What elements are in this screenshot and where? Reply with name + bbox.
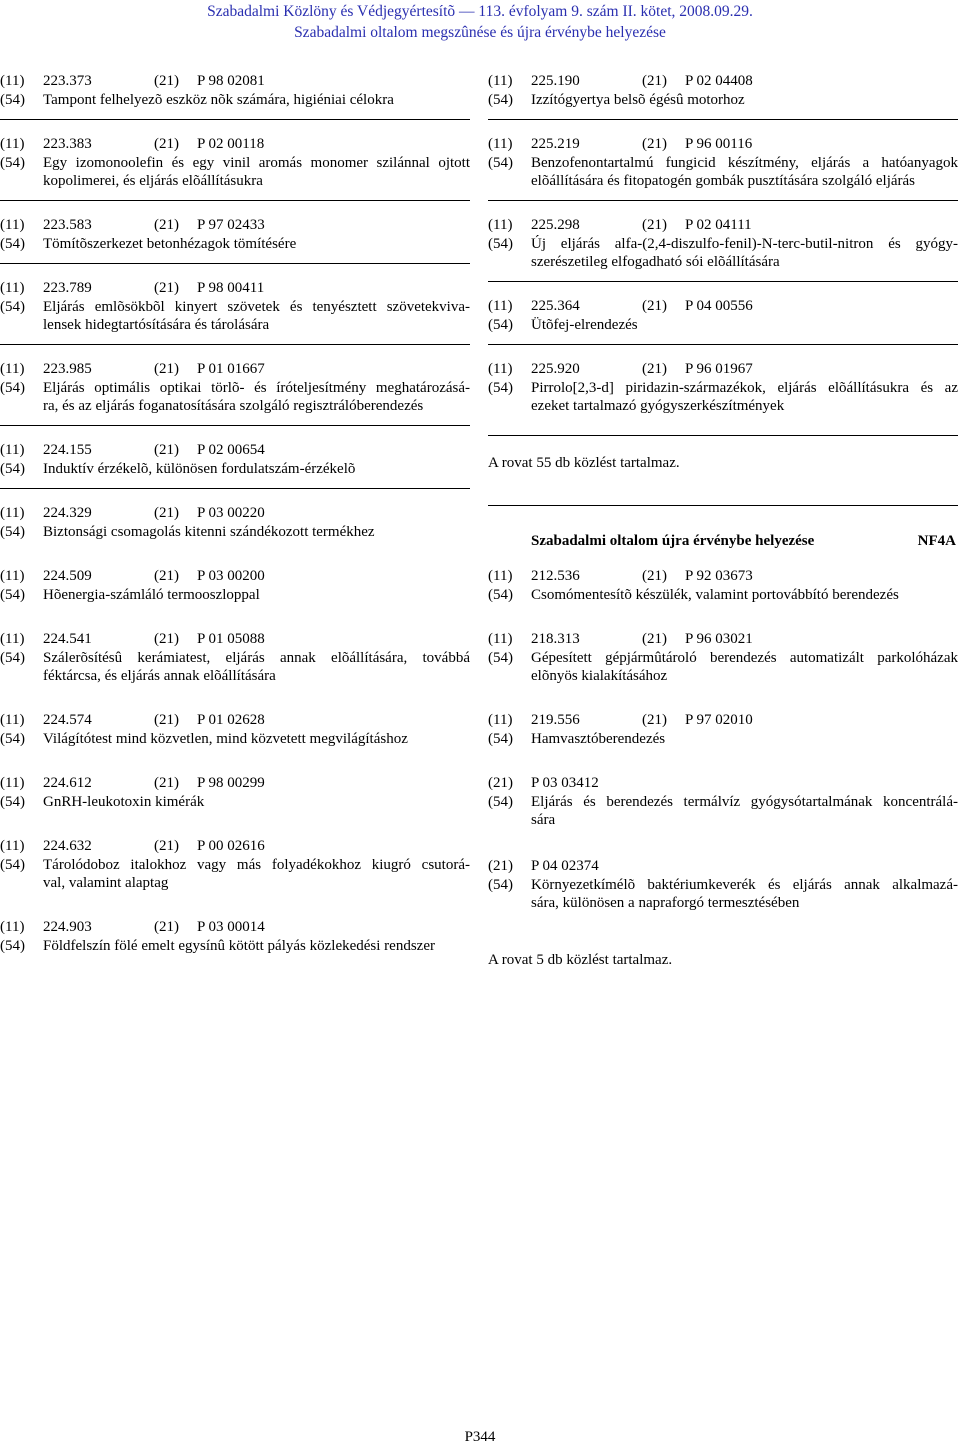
patent-entry [0,441,470,478]
code-54-label: (54) [488,649,513,666]
entry-numbers-row [488,711,958,730]
entry-numbers-row [488,72,958,91]
code-54-label: (54) [0,793,25,810]
application-number: P 02 04111 [685,217,752,233]
entry-numbers-row [0,72,470,91]
patent-number: 224.329 [43,505,92,521]
patent-number: 225.298 [531,217,580,233]
patent-entry [488,297,958,334]
separator-line [0,488,470,489]
patent-title-line: Eljárás optimális optikai törlõ- és íróteljesítmény meghatározásá- [43,379,470,396]
patent-entry [488,567,958,604]
code-54-label: (54) [488,235,513,252]
entry-title-row [0,667,470,686]
code-54-label: (54) [488,154,513,171]
patent-number: 223.383 [43,136,92,152]
entry-numbers-row [488,297,958,316]
indent [488,172,531,191]
patent-title-line: Eljárás emlõsökbõl kinyert szövetek és tenyésztett szövetekviva- [43,298,470,315]
patent-title-line: ezeket tartalmazó gyógyszerkészítmények [531,398,785,414]
patent-number: 223.373 [43,73,92,89]
code-21-label: (21) [154,280,179,296]
patent-number: 224.574 [43,712,92,728]
patent-number: 212.536 [531,568,580,584]
patent-entry [0,567,470,604]
code-21-label: (21) [154,775,179,791]
indent [0,397,43,416]
patent-number: 223.985 [43,361,92,377]
patent-title-line: féktárcsa, és eljárás annak elõállítására [43,668,276,684]
patent-title-line: Csomómentesítõ készülék, valamint portovábbító berendezés [531,586,899,603]
separator-line [488,344,958,345]
indent [0,667,43,686]
separator-line [0,200,470,201]
code-11-label: (11) [488,631,513,647]
code-11-label: (11) [488,361,513,377]
code-21-label: (21) [154,442,179,458]
entry-title-row [488,876,958,895]
code-11-label: (11) [488,568,513,584]
entry-title-row [0,154,470,173]
entry-title-row [0,235,470,254]
patent-title-line: elõállítására és fitopatogén gombák pusztítására szolgáló eljárás [531,173,916,189]
application-number: P 97 02010 [685,712,753,728]
patent-title-line: GnRH-leukotoxin kimérák [43,793,205,810]
application-number: P 01 05088 [197,631,265,647]
patent-title-line: Szálerõsítésû kerámiatest, eljárás annak elõállítására, továbbá [43,649,470,666]
application-number: P 03 03412 [531,775,599,791]
entry-numbers-row [488,216,958,235]
section-summary: A rovat 5 db közlést tartalmaz. [488,952,673,968]
entry-title-row [488,667,958,686]
separator-line [0,425,470,426]
code-21-label: (21) [154,712,179,728]
code-54-label: (54) [0,154,25,171]
patent-title-line: Tampont felhelyezõ eszköz nõk számára, higiéniai célokra [43,91,394,108]
patent-title-line: szerészetileg elfogadható sói elõállítására [531,254,780,270]
separator-line [488,200,958,201]
code-11-label: (11) [0,919,25,935]
application-number: P 02 00654 [197,442,265,458]
code-11-label: (11) [0,568,25,584]
code-11-label: (11) [488,136,513,152]
code-54-label: (54) [0,379,25,396]
patent-number: 224.612 [43,775,92,791]
code-21-label: (21) [642,568,667,584]
code-21-label: (21) [642,298,667,314]
patent-title-line: val, valamint alaptag [43,875,169,891]
patent-title-line: Új eljárás alfa-(2,4-diszulfo-fenil)-N-terc-butil-nitron és gyógy- [531,235,958,252]
section-code: NF4A [917,533,956,549]
indent [488,253,531,272]
entry-title-row [0,379,470,398]
entry-title-row [488,811,958,830]
code-54-label: (54) [0,460,25,477]
entry-title-row [488,793,958,812]
application-number: P 03 00200 [197,568,265,584]
indent [488,397,531,416]
code-21-label: (21) [154,505,179,521]
application-number: P 04 00556 [685,298,753,314]
entry-numbers-row [0,441,470,460]
patent-number: 224.541 [43,631,92,647]
application-number: P 96 00116 [685,136,753,152]
entry-title-row [488,316,958,335]
patent-title-line: Eljárás és berendezés termálvíz gyógysótartalmának koncentrálá- [531,793,958,810]
application-number: P 04 02374 [531,858,599,874]
page-number: P344 [464,1429,496,1445]
patent-title-line: Tömítõszerkezet betonhézagok tömítésére [43,235,297,252]
code-11-label: (11) [0,838,25,854]
code-54-label: (54) [488,793,513,810]
code-11-label: (11) [0,73,25,89]
patent-title-line: Környezetkímélõ baktériumkeverék és eljárás annak alkalmazá- [531,876,958,893]
code-54-label: (54) [0,523,25,540]
patent-title-line: Izzítógyertya belsõ égésû motorhoz [531,91,745,108]
separator-line [0,344,470,345]
separator-line [488,119,958,120]
patent-number: 225.920 [531,361,580,377]
entry-title-row [488,235,958,254]
patent-entry [0,630,470,686]
patent-entry [488,360,958,416]
patent-entry [0,360,470,416]
patent-entry [488,630,958,686]
patent-title-line: kopolimerei, és eljárás elõállításukra [43,173,263,189]
entry-title-row [488,172,958,191]
entry-numbers-row [0,135,470,154]
application-number: P 01 02628 [197,712,265,728]
patent-title-line: lensek hidegtartósítására és tárolására [43,317,270,333]
patent-number: 224.903 [43,919,92,935]
patent-entry [488,857,958,913]
code-11-label: (11) [488,73,513,89]
patent-entry [0,135,470,191]
code-21-label: (21) [642,361,667,377]
patent-title-line: Tárolódoboz italokhoz vagy más folyadékokhoz kiugró csutorá- [43,856,470,873]
entry-numbers-row [0,216,470,235]
patent-title-line: Induktív érzékelõ, különösen fordulatszám-érzékelõ [43,460,356,477]
section-title: Szabadalmi oltalom megszûnése és újra érvénybe helyezése [294,24,666,41]
patent-entry [0,837,470,893]
entry-title-row [0,856,470,875]
entry-numbers-row [488,774,958,793]
code-21-label: (21) [642,217,667,233]
entry-title-row [488,91,958,110]
entry-title-row [488,253,958,272]
code-21-label: (21) [154,217,179,233]
indent [0,172,43,191]
entry-title-row [488,730,958,749]
patent-title-line: Földfelszín fölé emelt egysínû kötött pályás közlekedési rendszer [43,937,435,954]
entry-title-row [0,937,470,956]
entry-title-row [0,874,470,893]
code-21-label: (21) [642,136,667,152]
patent-number: 219.556 [531,712,580,728]
patent-number: 224.632 [43,838,92,854]
application-number: P 01 01667 [197,361,265,377]
separator-line [0,263,470,264]
code-11-label: (11) [0,361,25,377]
section-summary: A rovat 55 db közlést tartalmaz. [488,455,680,471]
application-number: P 92 03673 [685,568,753,584]
entry-title-row [488,586,958,605]
code-54-label: (54) [488,91,513,108]
code-54-label: (54) [0,649,25,666]
patent-title-line: Világítótest mind közvetlen, mind közvetett megvilágításhoz [43,730,408,747]
code-21-label: (21) [642,712,667,728]
entry-title-row [0,793,470,812]
entry-title-row [488,397,958,416]
entry-title-row [488,154,958,173]
patent-entry [0,72,470,109]
entry-numbers-row [0,504,470,523]
application-number: P 98 00299 [197,775,265,791]
application-number: P 98 02081 [197,73,265,89]
entry-numbers-row [488,567,958,586]
application-number: P 96 01967 [685,361,753,377]
patent-number: 218.313 [531,631,580,647]
code-54-label: (54) [488,316,513,333]
patent-title-line: Egy izomonoolefin és egy vinil aromás monomer szilánnal ojtott [43,154,470,171]
entry-numbers-row [0,774,470,793]
entry-numbers-row [0,837,470,856]
code-11-label: (11) [0,631,25,647]
patent-title-line: Pirrolo[2,3-d] piridazin-származékok, eljárás elõállításukra és az [531,379,958,396]
entry-title-row [0,298,470,317]
patent-entry [0,774,470,811]
patent-entry [488,216,958,272]
code-21-label: (21) [154,136,179,152]
indent [488,667,531,686]
patent-entry [488,711,958,748]
patent-title-line: sára [531,812,556,828]
entry-title-row [488,649,958,668]
code-11-label: (11) [0,136,25,152]
entry-numbers-row [0,918,470,937]
patent-number: 225.190 [531,73,580,89]
entry-title-row [0,316,470,335]
code-21-label: (21) [642,73,667,89]
entry-numbers-row [0,360,470,379]
entry-title-row [0,460,470,479]
code-11-label: (11) [0,712,25,728]
entry-title-row [0,649,470,668]
patent-title-line: Ütõfej-elrendezés [531,316,638,333]
code-54-label: (54) [0,730,25,747]
patent-entry [488,135,958,191]
code-11-label: (11) [488,712,513,728]
patent-number: 225.219 [531,136,580,152]
entry-title-row [0,91,470,110]
code-21-label: (21) [642,631,667,647]
entry-numbers-row [488,857,958,876]
code-21-label: (21) [488,775,513,791]
indent [488,811,531,830]
patent-number: 224.155 [43,442,92,458]
application-number: P 97 02433 [197,217,265,233]
application-number: P 02 00118 [197,136,265,152]
patent-title-line: Biztonsági csomagolás kitenni szándékozott termékhez [43,523,375,540]
code-54-label: (54) [488,730,513,747]
entry-numbers-row [0,279,470,298]
section-heading [531,533,956,550]
entry-numbers-row [0,630,470,649]
code-21-label: (21) [488,858,513,874]
entry-numbers-row [0,567,470,586]
code-21-label: (21) [154,838,179,854]
application-number: P 02 04408 [685,73,753,89]
entry-title-row [488,379,958,398]
indent [488,894,531,913]
application-number: P 03 00014 [197,919,265,935]
indent [0,316,43,335]
application-number: P 98 00411 [197,280,265,296]
code-21-label: (21) [154,631,179,647]
separator-line [488,505,958,506]
code-21-label: (21) [154,361,179,377]
patent-title-line: Hõenergia-számláló termooszloppal [43,586,260,603]
entry-title-row [0,172,470,191]
code-54-label: (54) [0,298,25,315]
patent-entry [0,504,470,541]
patent-entry [0,918,470,955]
section-heading-title: Szabadalmi oltalom újra érvénybe helyezése [531,533,815,549]
patent-entry [0,279,470,335]
separator-line [488,435,958,436]
entry-title-row [0,730,470,749]
code-54-label: (54) [488,876,513,893]
patent-title-line: Benzofenontartalmú fungicid készítmény, eljárás a hatóanyagok [531,154,958,171]
patent-number: 224.509 [43,568,92,584]
patent-entry [488,774,958,830]
application-number: P 00 02616 [197,838,265,854]
code-54-label: (54) [488,586,513,603]
code-11-label: (11) [488,217,513,233]
patent-title-line: elõnyös kialakításához [531,668,668,684]
code-54-label: (54) [0,586,25,603]
entry-numbers-row [488,630,958,649]
code-11-label: (11) [0,505,25,521]
patent-title-line: sára, különösen a napraforgó termesztésében [531,895,800,911]
patent-title-line: ra, és az eljárás foganatosítására szolgáló regisztrálóberendezés [43,398,424,414]
entry-numbers-row [488,360,958,379]
code-21-label: (21) [154,73,179,89]
journal-title: Szabadalmi Közlöny és Védjegyértesítõ — 113. évfolyam 9. szám II. kötet, 2008.09.29. [207,3,753,20]
patent-entry [488,72,958,109]
code-21-label: (21) [154,568,179,584]
code-11-label: (11) [488,298,513,314]
entry-numbers-row [0,711,470,730]
separator-line [488,281,958,282]
code-54-label: (54) [0,856,25,873]
application-number: P 03 00220 [197,505,265,521]
code-54-label: (54) [0,91,25,108]
patent-entry [0,216,470,253]
patent-number: 223.583 [43,217,92,233]
patent-title-line: Gépesített gépjármûtároló berendezés automatizált parkolóházak [531,649,958,666]
indent [0,874,43,893]
code-21-label: (21) [154,919,179,935]
patent-entry [0,711,470,748]
code-11-label: (11) [0,217,25,233]
code-11-label: (11) [0,280,25,296]
code-54-label: (54) [488,379,513,396]
patent-title-line: Hamvasztóberendezés [531,730,666,747]
patent-number: 223.789 [43,280,92,296]
code-11-label: (11) [0,775,25,791]
entry-title-row [0,523,470,542]
code-54-label: (54) [0,937,25,954]
entry-title-row [0,586,470,605]
application-number: P 96 03021 [685,631,753,647]
entry-title-row [488,894,958,913]
code-54-label: (54) [0,235,25,252]
entry-title-row [0,397,470,416]
separator-line [0,119,470,120]
patent-number: 225.364 [531,298,580,314]
code-11-label: (11) [0,442,25,458]
entry-numbers-row [488,135,958,154]
